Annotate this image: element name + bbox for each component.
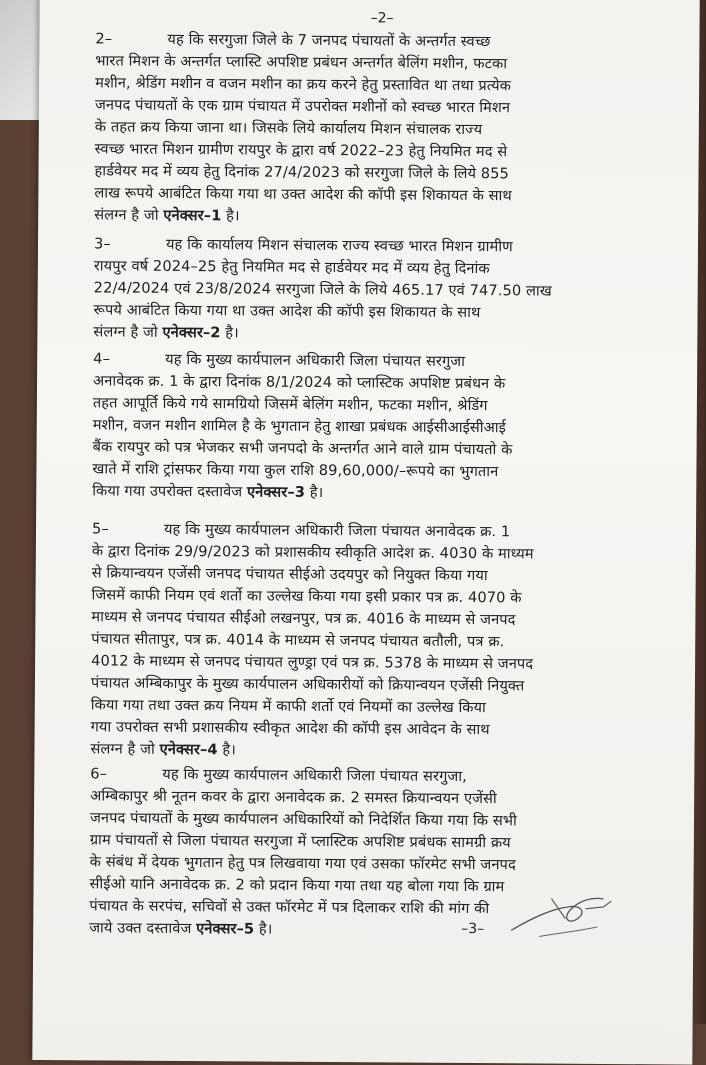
paragraph-line: के तहत क्रय किया जाना था। जिसके लिये कार्यालय मिशन संचालक राज्य — [94, 118, 483, 139]
paragraph-text: है। — [221, 207, 240, 225]
paragraph-line: से क्रियान्वयन एजेंसी जनपद पंचायत सीईओ उदयपुर को नियुक्त किया गया — [91, 564, 488, 585]
paragraph-line: के द्वारा दिनांक 29/9/2023 को प्रशासकीय स्वीकृति आदेश क्र. 4030 के माध्यम — [91, 542, 534, 563]
document-page — [32, 0, 700, 1065]
paragraph-3 — [93, 233, 666, 347]
paragraph-text: है। — [217, 741, 236, 759]
paragraph-text: संलग्न है जो — [93, 323, 163, 341]
paragraph-5 — [90, 518, 664, 764]
page-number-bottom: –3– — [461, 920, 485, 938]
paragraph-line: तहत आपूर्ति किये गये सामग्रियो जिसमें बेलिंग मशीन, फटका मशीन, श्रेडिंग — [92, 394, 488, 415]
paragraph-last-line — [92, 480, 664, 506]
paragraph-line: जनपद पंचायतों के मुख्य कार्यपालन अधिकारियों को निदेर्शित किया गया कि सभी — [89, 809, 518, 830]
paragraph-line: मशीन, श्रेडिंग मशीन व वजन मशीन का क्रय करने हेतु प्रस्तावित था तथा प्रत्येक — [95, 74, 512, 95]
paragraph-line: हार्डवेयर मद में व्यय हेतु दिनांक 27/4/2023 को सरगुजा जिले के लिये 855 — [94, 162, 510, 183]
paragraph-number: 5– — [91, 520, 109, 538]
paragraph-last-line — [90, 738, 662, 764]
paragraph-text: किया गया उपरोक्त दस्तावेज — [92, 482, 248, 501]
paragraph-line: 22/4/2024 एवं 23/8/2024 सरगुजा जिले के लिये 465.17 एवं 747.50 लाख — [93, 279, 552, 300]
paragraph-line: खाते में राशि ट्रांसफर किया गया कुल राशि 89,60,000/–रूपये का भुगतान — [92, 460, 499, 481]
paragraph-line: मशीन, वजन मशीन शामिल है के भुगतान हेतु शाखा प्रबंधक आईसीआईसीआई — [92, 416, 507, 437]
paragraph-line: के संबंध में देयक भुगतान हेतु पत्र लिखवाया गया एवं उसका फॉरमेट सभी जनपद — [89, 853, 516, 874]
paragraph-text: संलग्न है जो — [90, 740, 160, 758]
paragraph-line: जिसमें काफी नियम एवं शर्तो का उल्लेख किया गया इसी प्रकार पत्र क्र. 4070 के — [91, 586, 522, 607]
paragraph-line: अनावेदक क्र. 1 के द्वारा दिनांक 8/1/2024 को प्लास्टिक अपशिष्ट प्रबंधन के — [93, 372, 506, 393]
paragraph-text: है। — [304, 483, 324, 501]
paragraph-number: 2– — [95, 30, 113, 48]
annexure-reference: एनेक्सर–3 — [246, 483, 306, 501]
paragraph-line: स्वच्छ भारत मिशन ग्रामीण रायपुर के द्वारा वर्ष 2022–23 हेतु नियमित मद से — [94, 140, 508, 161]
paragraph-line: बैंक रायपुर को पत्र भेजकर सभी जनपदो के अन्तर्गत आने वाले ग्राम पंचायतो के — [92, 438, 513, 459]
paragraph-line: पंचायत के सरपंच, सचिवों से उक्त फॉरमेट में पत्र दिलाकर राशि की मांग की — [89, 897, 490, 918]
paragraph-line: पंचायत अम्बिकापुर के मुख्य कार्यपालन अधिकारीयों को क्रियान्वयन एजेंसी नियुक्त — [90, 674, 525, 695]
paragraph-text: यह कि मुख्य कार्यपालन अधिकारी जिला पंचायत सरगुजा — [165, 350, 466, 370]
paragraph-line: लाख रूपये आबंटित किया गया था उक्त आदेश की कॉपी इस शिकायत के साथ — [94, 184, 512, 205]
paragraph-line: रायपुर वर्ष 2024–25 हेतु नियमित मद से हार्डवेयर मद में व्यय हेतु दिनांक — [93, 257, 490, 278]
paragraph-line: अम्बिकापुर श्री नूतन कवर के द्वारा अनावेदक क्र. 2 समस्त क्रियान्वयन एजेंसी — [90, 787, 497, 808]
annexure-reference: एनेक्सर–5 — [196, 920, 255, 938]
paragraph-line: रूपये आबंटित किया गया था उक्त आदेश की कॉपी इस शिकायत के साथ — [93, 301, 481, 322]
paragraph-line: जनपद पंचायतों के एक ग्राम पंचायत में उपरोक्त मशीनों को स्वच्छ भारत मिशन — [94, 96, 511, 117]
paragraph-text: यह कि कार्यालय मिशन संचालक राज्य स्वच्छ भारत मिशन ग्रामीण — [165, 235, 513, 256]
paragraph-last-line — [93, 321, 665, 347]
paragraph-text: जाये उक्त दस्तावेज — [89, 919, 197, 938]
paragraph-4 — [92, 348, 665, 506]
annexure-reference: एनेक्सर–1 — [163, 206, 222, 225]
paragraph-line: गया उपरोक्त सभी प्रशासकीय स्वीकृत आदेश की कॉपी इस आवेदन के साथ — [90, 718, 490, 739]
paragraph-text: यह कि मुख्य कार्यपालन अधिकारी जिला पंचायत अनावेदक क्र. 1 — [163, 520, 511, 541]
paragraph-line: माध्यम से जनपद पंचायत सीईओ लखनपुर, पत्र क्र. 4016 के माध्यम से जनपद — [91, 608, 516, 629]
paragraph-text: संलग्न है जो — [94, 206, 164, 224]
paragraph-text: यह कि सरगुजा जिले के 7 जनपद पंचायतों के अन्तर्गत स्वच्छ — [167, 30, 491, 51]
paragraph-line: पंचायत सीतापुर, पत्र क्र. 4014 के माध्यम से जनपद पंचायत बतौली, पत्र क्र. — [91, 630, 505, 651]
annexure-reference: एनेक्सर–4 — [159, 740, 218, 759]
paragraph-line: 4012 के माध्यम से जनपद पंचायत लुण्ड्रा एवं पत्र क्र. 5378 के माध्यम से जनपद — [91, 652, 534, 673]
paragraph-number: 6– — [90, 765, 108, 783]
annexure-reference: एनेक्सर–2 — [162, 323, 221, 342]
paragraph-line: सीईओ यानि अनावेदक क्र. 2 को प्रदान किया गया तथा यह बोला गया कि ग्राम — [89, 875, 505, 896]
paragraph-text: यह कि मुख्य कार्यपालन अधिकारी जिला पंचायत सरगुजा, — [162, 765, 467, 785]
paragraph-2 — [94, 28, 667, 230]
paragraph-number: 4– — [93, 350, 111, 368]
paragraph-line: किया गया तथा उक्त क्रय नियम में काफी शर्तो एवं नियमों का उल्लेख किया — [90, 696, 486, 717]
paragraph-number: 3– — [93, 235, 111, 253]
page-number-top: –2– — [370, 10, 394, 27]
signature — [491, 878, 631, 949]
paragraph-line: भारत मिशन के अन्तर्गत प्लास्टि अपशिष्ट प्रबंधन अन्तर्गत बेलिंग मशीन, फटका — [95, 52, 508, 73]
paragraph-text: है। — [254, 920, 273, 938]
paragraph-line: ग्राम पंचायतों से जिला पंचायत सरगुजा में प्लास्टिक अपशिष्ट प्रबंधक सामग्री क्रय — [89, 831, 511, 852]
paragraph-text: है। — [220, 324, 239, 342]
paragraph-last-line — [94, 204, 666, 230]
